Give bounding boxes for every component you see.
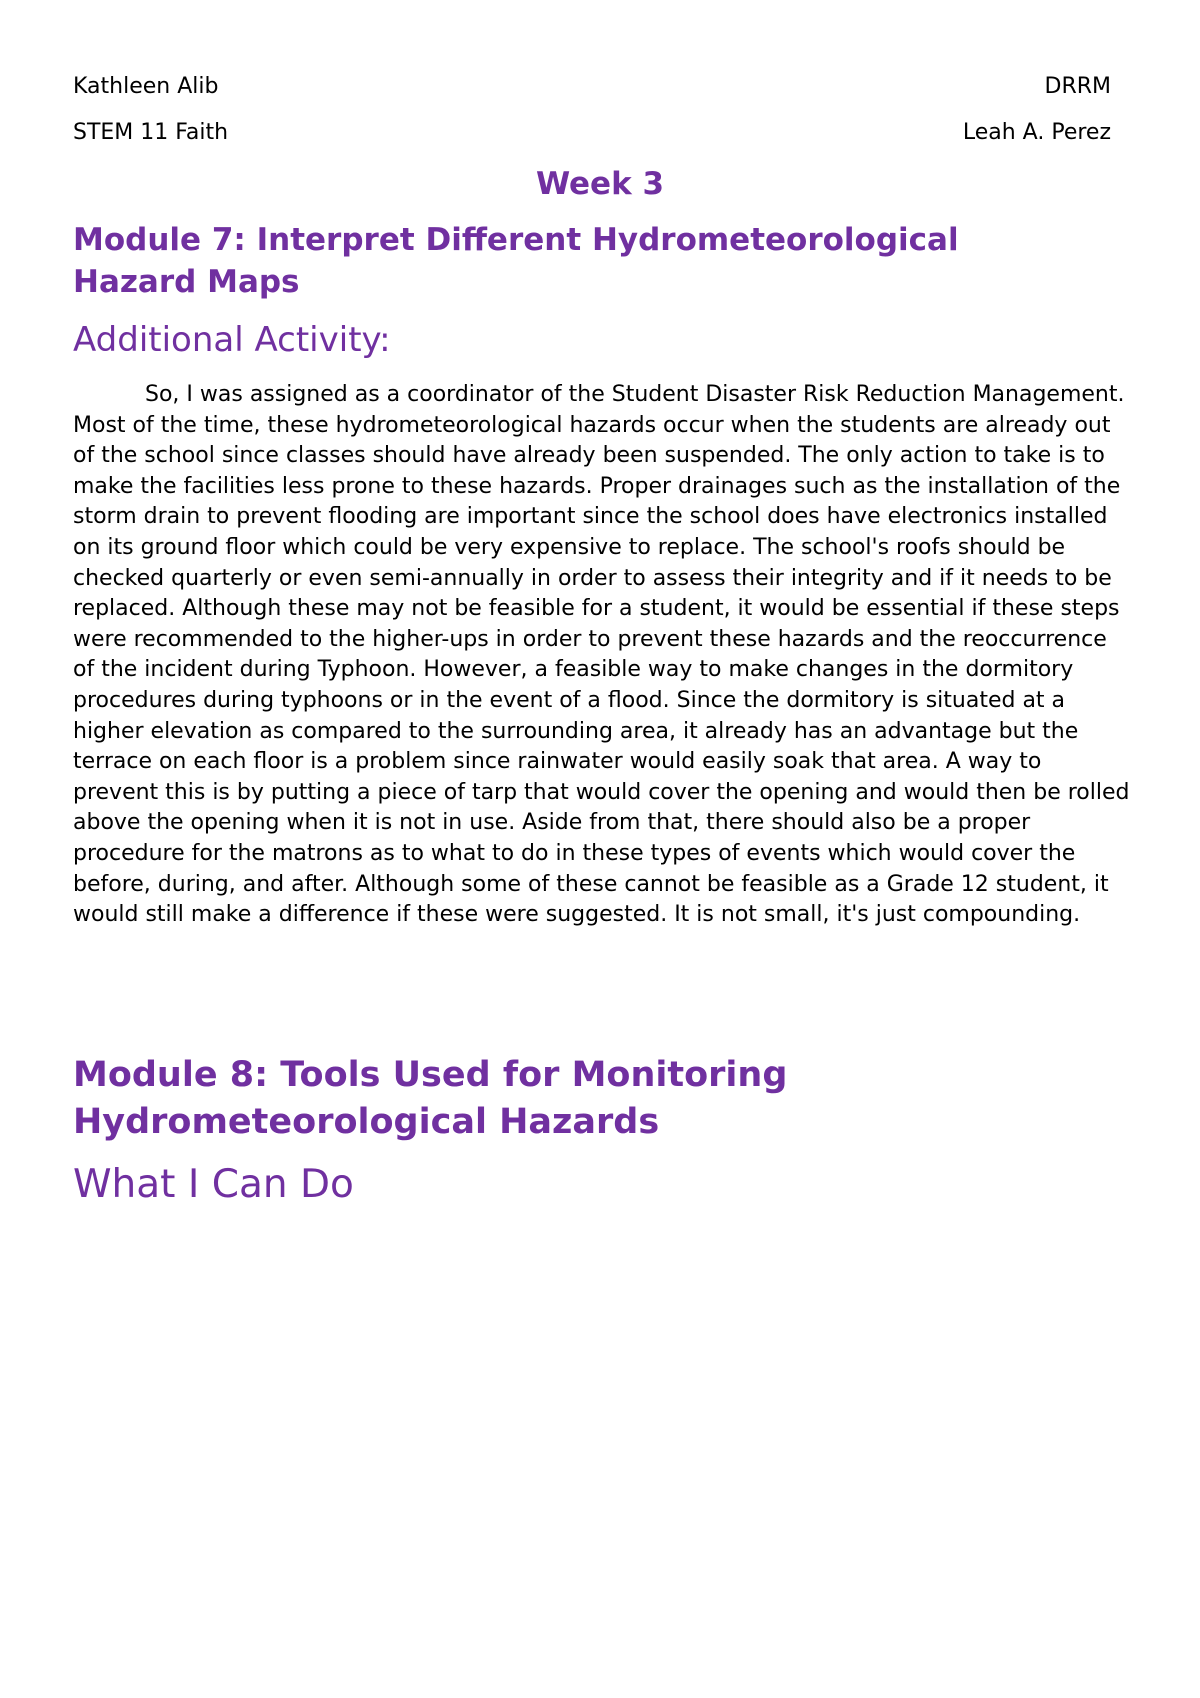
additional-activity-heading: Additional Activity: [73,320,391,360]
section-name: STEM 11 Faith [73,120,229,145]
header-row-top [73,73,1111,101]
teacher-name: Leah A. Perez [962,120,1111,145]
module-8-title: Module 8: Tools Used for Monitoring Hydrometeorological Hazards [73,1055,788,1142]
week-title: Week 3 [535,166,665,202]
what-i-can-do-heading: What I Can Do [73,1162,354,1207]
student-name: Kathleen Alib [73,74,219,99]
header-row-bottom [73,119,1111,147]
activity-paragraph: So, I was assigned as a coordinator of the Student Disaster Risk Reduction Management. Most of the time, these hydrometeorological hazards occur when the students are already out of the school since classes should have already been suspended. The only action to take is to make the facilities less prone to these hazards. Proper drainages such as the installation of the storm drain to prevent flooding are important since the school does have electronics installed on its ground floor which could be very expensive to replace. The school's roofs should be checked quarterly or even semi-annually in order to assess their integrity and if it needs to be replaced. Although these may not be feasible for a student, it would be essential if these steps were recommended to the higher-ups in order to prevent these hazards and the reoccurrence of the incident during Typhoon. However, a feasible way to make changes in the dormitory procedures during typhoons or in the event of a flood. Since the dormitory is situated at a higher elevation as compared to the surrounding area, it already has an advantage but the terrace on each floor is a problem since rainwater would easily soak that area. A way to prevent this is by putting a piece of tarp that would cover the opening and would then be rolled above the opening when it is not in use. Aside from that, there should also be a proper procedure for the matrons as to what to do in these types of events which would cover the before, during, and after. Although some of these cannot be feasible as a Grade 12 student, it would still make a difference if these were suggested. It is not small, it's just compounding. [73,382,1130,928]
module-7-title: Module 7: Interpret Different Hydrometeorological Hazard Maps [73,222,959,300]
subject-name: DRRM [1044,74,1111,99]
